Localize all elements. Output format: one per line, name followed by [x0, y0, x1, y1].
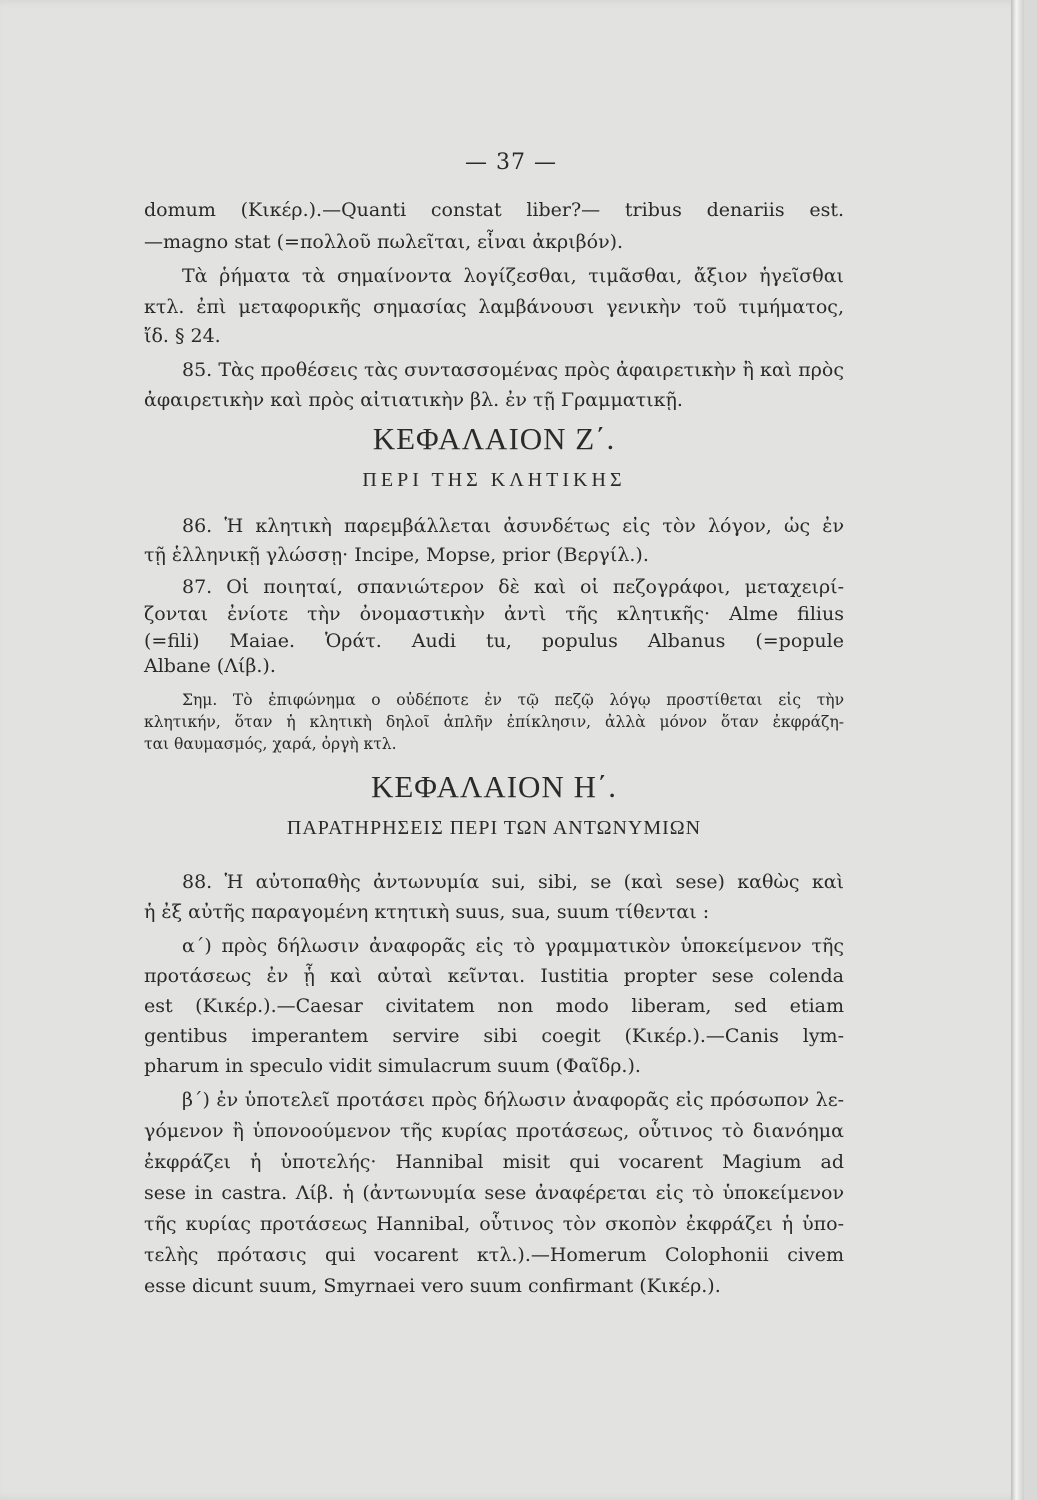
paragraph-87-line: 87. Οἱ ποιηταί, σπανιώτερον δὲ καὶ οἱ πεζογράφοι, μεταχειρί-: [182, 576, 844, 598]
paragraph-88-line: γόμενον ἢ ὑπονοούμενον τῆς κυρίας προτάσεως, οὗτινος τὸ διανόημα: [144, 1120, 844, 1142]
chapter-h-subtitle: ΠΑΡΑΤΗΡΗΣΕΙΣ ΠΕΡΙ ΤΩΝ ΑΝΤΩΝΥΜΙΩΝ: [286, 817, 702, 839]
paragraph-85-line: 85. Τὰς προθέσεις τὰς συντασσομένας πρὸς ἀφαιρετικὴν ἢ καὶ πρὸς: [182, 359, 844, 381]
paragraph-88-line: τῆς κυρίας προτάσεως Hannibal, οὗτινος τὸν σκοπὸν ἐκφράζει ἡ ὑπο-: [144, 1213, 844, 1235]
note-line: Σημ. Τὸ ἐπιφώνημα o οὐδέποτε ἐν τῷ πεζῷ λόγῳ προστίθεται εἰς τὴν: [182, 691, 844, 709]
paragraph-88-line: sese in castra. Λίβ. ἡ (ἀντωνυμία sese ἀναφέρεται εἰς τὸ ὑποκείμενον: [144, 1182, 844, 1204]
chapter-z-subtitle: ΠΕΡΙ ΤΗΣ ΚΛΗΤΙΚΗΣ: [362, 469, 626, 491]
chapter-h-title: ΚΕΦΑΛΑΙΟΝ Η΄.: [370, 769, 618, 804]
paragraph-88-line: est (Κικέρ.).—Caesar civitatem non modo liberam, sed etiam: [144, 995, 844, 1017]
text-line: κτλ. ἐπὶ μεταφορικῆς σημασίας λαμβάνουσι γενικὴν τοῦ τιμήματος,: [144, 296, 844, 318]
chapter-z-title: ΚΕΦΑΛΑΙΟΝ Ζ΄.: [372, 421, 616, 456]
note-line: ται θαυμασμός, χαρά, ὀργὴ κτλ.: [144, 735, 397, 753]
text-line: domum (Κικέρ.).—Quanti constat liber?— tribus denariis est.: [144, 199, 844, 221]
paragraph-86-line: τῇ ἑλληνικῇ γλώσσῃ· Incipe, Mopse, prior (Βεργίλ.).: [144, 544, 649, 566]
note-line: κλητικήν, ὅταν ἡ κλητικὴ δηλοῖ ἁπλῆν ἐπίκλησιν, ἀλλὰ μόνον ὅταν ἐκφράζη-: [144, 713, 844, 731]
paragraph-88-line: α΄) πρὸς δήλωσιν ἀναφορᾶς εἰς τὸ γραμματικὸν ὑποκείμενον τῆς: [182, 935, 844, 957]
paragraph-88-line: β΄) ἐν ὑποτελεῖ προτάσει πρὸς δήλωσιν ἀναφορᾶς εἰς πρόσωπον λε-: [182, 1089, 844, 1111]
text-line: ἴδ. § 24.: [144, 325, 221, 347]
paragraph-88-line: 88. Ἡ αὐτοπαθὴς ἀντωνυμία sui, sibi, se (καὶ sese) καθὼς καὶ: [182, 871, 844, 893]
paragraph-88-line: ἐκφράζει ἡ ὑποτελής· Hannibal misit qui vocarent Magium ad: [144, 1151, 844, 1173]
paragraph-88-line: esse dicunt suum, Smyrnaei vero suum confirmant (Κικέρ.).: [144, 1275, 721, 1297]
paragraph-88-line: ἡ ἐξ αὐτῆς παραγομένη κτητικὴ suus, sua, suum τίθενται :: [144, 901, 710, 923]
paragraph-88-line: προτάσεως ἐν ᾗ καὶ αὐταὶ κεῖνται. Iustitia propter sese colenda: [144, 965, 844, 987]
paragraph-88-line: τελὴς πρότασις qui vocarent κτλ.).—Homerum Colophonii civem: [144, 1244, 844, 1266]
text-line: —magno stat (=πολλοῦ πωλεῖται, εἶναι ἀκριβόν).: [144, 231, 624, 253]
page-edge: [1011, 0, 1024, 1500]
paragraph-88-line: gentibus imperantem servire sibi coegit (Κικέρ.).—Canis lym-: [144, 1025, 844, 1047]
paragraph-86-line: 86. Ἡ κλητικὴ παρεμβάλλεται ἀσυνδέτως εἰς τὸν λόγον, ὡς ἐν: [182, 515, 844, 537]
paragraph-87-line: (=fili) Maiae. Ὁράτ. Audi tu, populus Albanus (=popule: [144, 630, 844, 652]
paragraph-88-line: pharum in speculo vidit simulacrum suum (Φαῖδρ.).: [144, 1055, 641, 1077]
paragraph-87-line: ζονται ἐνίοτε τὴν ὀνομαστικὴν ἀντὶ τῆς κλητικῆς· Alme filius: [144, 603, 844, 625]
page-number: — 37 —: [465, 150, 557, 175]
text-line: Τὰ ῥήματα τὰ σημαίνοντα λογίζεσθαι, τιμᾶσθαι, ἄξιον ἡγεῖσθαι: [182, 265, 844, 287]
paragraph-85-line: ἀφαιρετικὴν καὶ πρὸς αἰτιατικὴν βλ. ἐν τῇ Γραμματικῇ.: [144, 389, 683, 411]
paragraph-87-line: Albane (Λίβ.).: [144, 655, 276, 677]
